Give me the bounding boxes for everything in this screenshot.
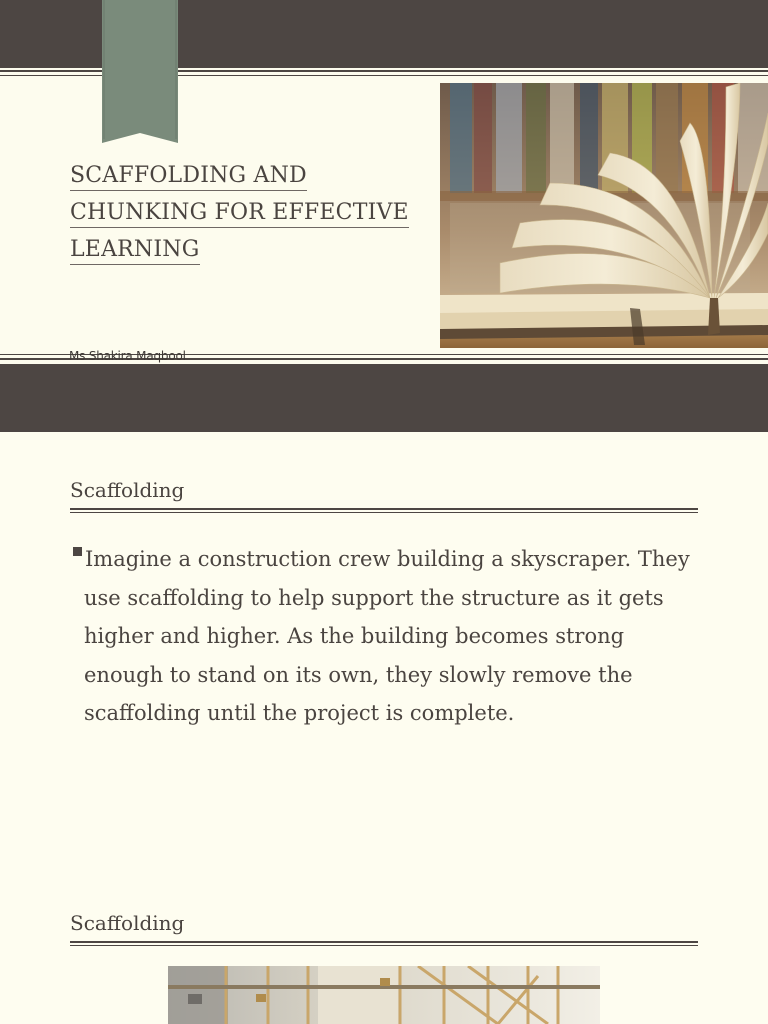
- author-name: Ms Shakira Maqbool: [69, 349, 186, 363]
- bullet-text: Imagine a construction crew building a skyscraper. They use scaffolding to help support the structure as it gets higher and higher. As the building becomes strong enough to stand on its own, they slowly remove the scaffolding until the project is complete.: [84, 547, 690, 725]
- title-line: LEARNING: [70, 238, 200, 265]
- slide-heading: Scaffolding: [70, 911, 185, 935]
- title-line: CHUNKING FOR EFFECTIVE: [70, 201, 409, 228]
- slide-heading: Scaffolding: [70, 478, 185, 502]
- heading-underline: [70, 508, 698, 514]
- bottom-band: [0, 364, 768, 432]
- title-line: SCAFFOLDING AND: [70, 164, 307, 191]
- presentation-title: [70, 164, 420, 275]
- scaffolding-photo: [168, 966, 600, 1024]
- open-book-photo: [440, 83, 768, 348]
- bookmark-ribbon-icon: [102, 0, 178, 143]
- bullet-square-icon: [73, 547, 82, 556]
- title-slide: [0, 0, 768, 432]
- heading-underline: [70, 941, 698, 947]
